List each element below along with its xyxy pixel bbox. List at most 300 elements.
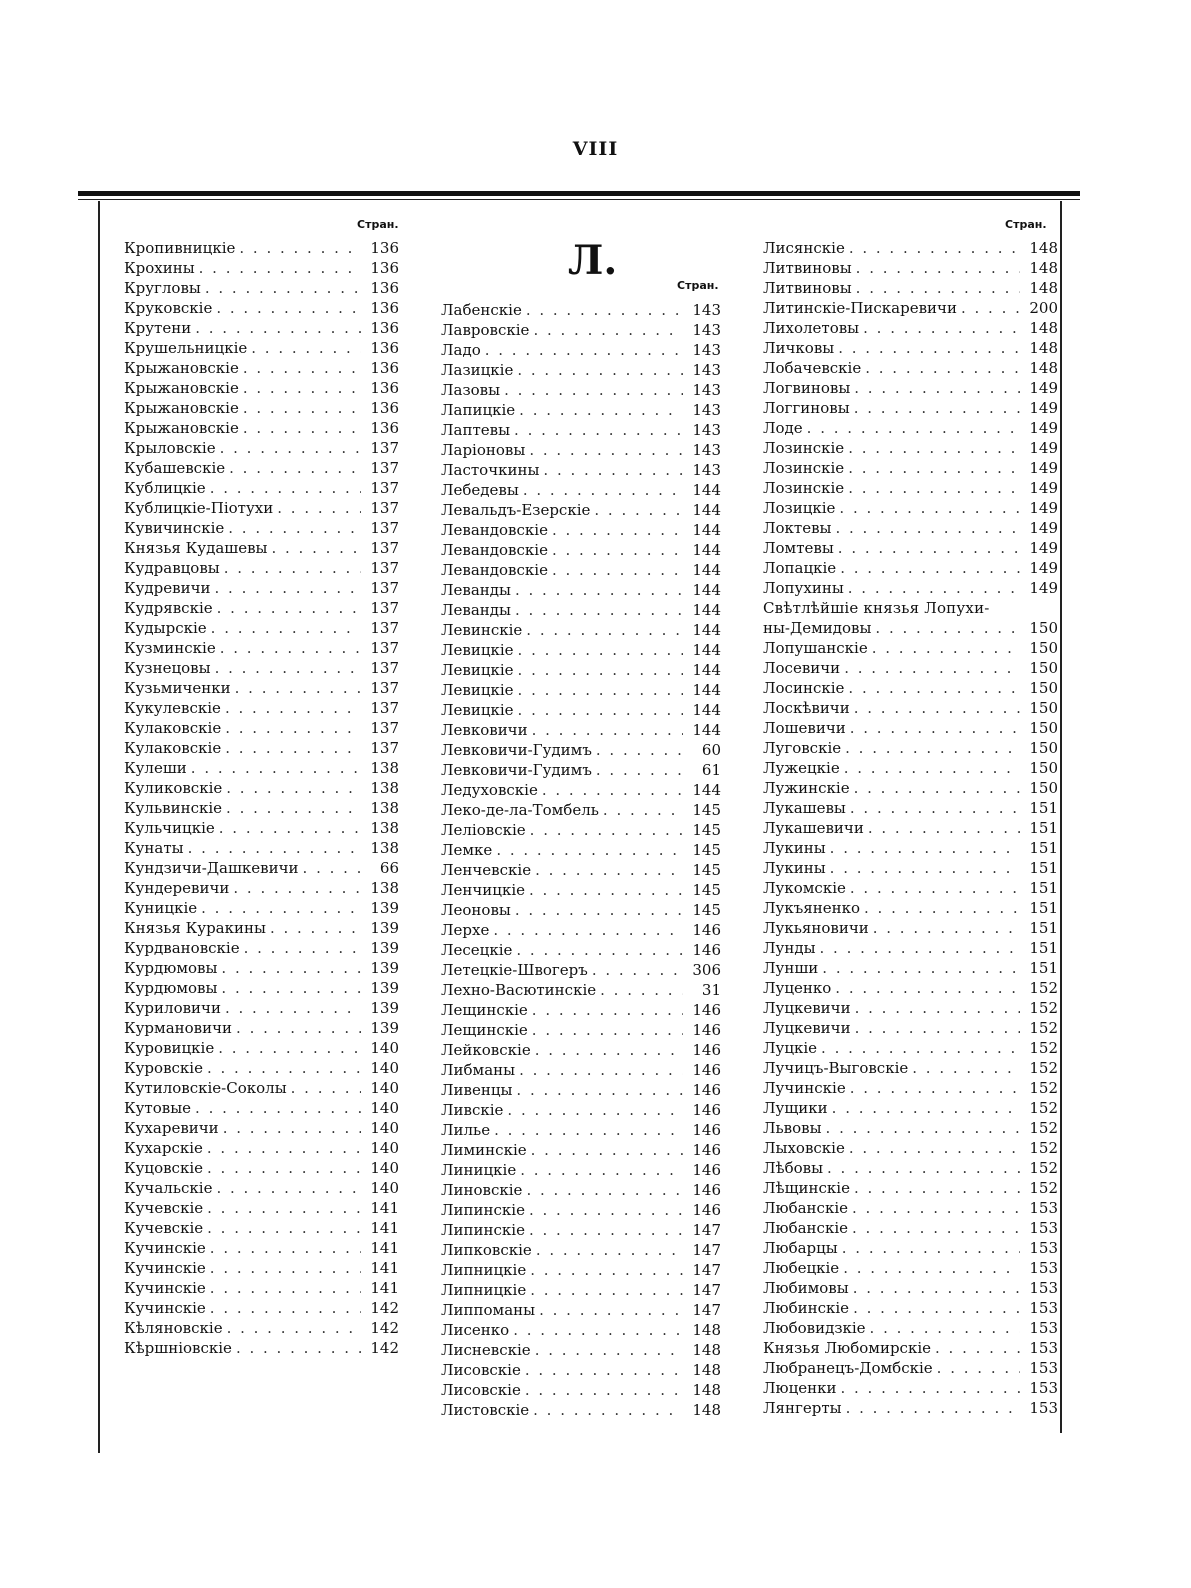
index-entry (124, 358, 399, 378)
entry-name: Кузнецовы (124, 659, 211, 677)
entry-page: 142 (370, 1319, 399, 1337)
index-entry (124, 558, 399, 578)
index-entry (124, 1158, 399, 1178)
leader-dots (832, 1098, 1020, 1118)
index-entry (441, 300, 721, 320)
entry-name: Кувичинскіе (124, 519, 225, 537)
entry-name: Свѣтлѣйшіе князья Лопухи- (763, 599, 990, 617)
entry-name: Кѣляновскіе (124, 1319, 223, 1337)
leader-dots (493, 920, 683, 940)
leader-dots (552, 520, 683, 540)
entry-page: 151 (1029, 799, 1058, 817)
index-entry (124, 718, 399, 738)
leader-dots (216, 298, 361, 318)
leader-dots (838, 338, 1020, 358)
index-entry (441, 1320, 721, 1340)
entry-name: Ломтевы (763, 539, 834, 557)
entry-page: 147 (692, 1301, 721, 1319)
entry-name: Левальдъ-Езерскіе (441, 501, 591, 519)
entry-page: 144 (692, 661, 721, 679)
index-entry (763, 798, 1058, 818)
entry-name: Любовидзкіе (763, 1319, 866, 1337)
index-entry (124, 1138, 399, 1158)
entry-page: 145 (692, 861, 721, 879)
entry-name: Ладо (441, 341, 481, 359)
leader-dots (225, 698, 361, 718)
entry-page: 150 (1029, 759, 1058, 777)
leader-dots (530, 1260, 683, 1280)
entry-name: Левицкіе (441, 701, 514, 719)
index-entry (124, 758, 399, 778)
index-entry (763, 458, 1058, 478)
leader-dots (239, 238, 361, 258)
index-entry (763, 758, 1058, 778)
leader-dots (543, 460, 683, 480)
entry-page: 148 (692, 1341, 721, 1359)
leader-dots (850, 1078, 1020, 1098)
entry-page: 144 (692, 681, 721, 699)
index-entry (441, 900, 721, 920)
leader-dots (840, 558, 1020, 578)
entry-name: Князья Любомирскіе (763, 1339, 932, 1357)
leader-dots (523, 480, 683, 500)
index-entry (441, 640, 721, 660)
index-entry (124, 598, 399, 618)
entry-page: 140 (370, 1179, 399, 1197)
entry-page: 153 (1029, 1199, 1058, 1217)
leader-dots (533, 1400, 683, 1420)
leader-dots (221, 958, 361, 978)
entry-page: 143 (692, 401, 721, 419)
entry-page: 152 (1029, 1059, 1058, 1077)
leader-dots (872, 638, 1020, 658)
index-entry (441, 560, 721, 580)
leader-dots (827, 1158, 1020, 1178)
index-entry (124, 538, 399, 558)
entry-page: 136 (370, 239, 399, 257)
leader-dots (270, 918, 361, 938)
leader-dots (210, 1238, 361, 1258)
entry-name: Левицкіе (441, 661, 514, 679)
index-entry (441, 760, 721, 780)
entry-page: 148 (1029, 279, 1058, 297)
leader-dots (199, 258, 361, 278)
entry-name: Логвиновы (763, 379, 851, 397)
entry-page: 137 (370, 499, 399, 517)
entry-page: 150 (1029, 699, 1058, 717)
entry-page: 138 (370, 759, 399, 777)
entry-name: Лунши (763, 959, 819, 977)
entry-name: Крыжановскіе (124, 379, 239, 397)
entry-page: 147 (692, 1281, 721, 1299)
index-entry (441, 720, 721, 740)
index-entry (763, 778, 1058, 798)
entry-page: 136 (370, 279, 399, 297)
index-entry (763, 538, 1058, 558)
index-entry (441, 1340, 721, 1360)
leader-dots (822, 958, 1020, 978)
index-entry (763, 378, 1058, 398)
entry-name: Лукашевы (763, 799, 846, 817)
leader-dots (850, 798, 1020, 818)
entry-page: 147 (692, 1241, 721, 1259)
entry-name: Круковскіе (124, 299, 213, 317)
leader-dots (519, 400, 683, 420)
leader-dots (518, 680, 683, 700)
index-entry (124, 1258, 399, 1278)
entry-page: 152 (1029, 1099, 1058, 1117)
leader-dots (539, 1300, 683, 1320)
leader-dots (207, 1158, 361, 1178)
entry-page: 149 (1029, 459, 1058, 477)
index-entry (763, 718, 1058, 738)
entry-name: Лосевичи (763, 659, 841, 677)
index-entry (441, 1300, 721, 1320)
entry-page: 144 (692, 701, 721, 719)
index-entry (763, 598, 1058, 618)
entry-page: 148 (1029, 339, 1058, 357)
entry-name: Любинскіе (763, 1299, 850, 1317)
index-entry (763, 418, 1058, 438)
entry-name: Летецкіе-Швогеръ (441, 961, 588, 979)
entry-name: Крыжановскіе (124, 359, 239, 377)
entry-name: Линовскіе (441, 1181, 523, 1199)
entry-name: Кузминскіе (124, 639, 216, 657)
index-entry (441, 920, 721, 940)
entry-page: 141 (370, 1219, 399, 1237)
entry-name: Курмановичи (124, 1019, 233, 1037)
entry-page: 137 (370, 519, 399, 537)
index-entry (124, 998, 399, 1018)
entry-page: 149 (1029, 419, 1058, 437)
entry-name: Литвиновы (763, 279, 852, 297)
index-entry (124, 1098, 399, 1118)
entry-page: 143 (692, 341, 721, 359)
leader-dots (518, 640, 683, 660)
index-entry (441, 960, 721, 980)
page-number: VIII (572, 138, 619, 160)
entry-name: Лесецкіе (441, 941, 513, 959)
index-entry (763, 1358, 1058, 1378)
entry-page: 143 (692, 301, 721, 319)
leader-dots (195, 318, 361, 338)
entry-page: 151 (1029, 899, 1058, 917)
leader-dots (875, 618, 1020, 638)
entry-page: 153 (1029, 1259, 1058, 1277)
index-entry (124, 958, 399, 978)
entry-name: Лаптевы (441, 421, 511, 439)
leader-dots (525, 1360, 683, 1380)
entry-name: Любецкіе (763, 1259, 840, 1277)
entry-name: Кудревичи (124, 579, 211, 597)
entry-page: 137 (370, 679, 399, 697)
index-entry (763, 1078, 1058, 1098)
entry-name: Лопухины (763, 579, 844, 597)
index-entry (441, 440, 721, 460)
entry-name: Львовы (763, 1119, 822, 1137)
entry-name: Леоновы (441, 901, 511, 919)
entry-page: 137 (370, 699, 399, 717)
leader-dots (830, 858, 1020, 878)
entry-name: Лозинскіе (763, 479, 845, 497)
header-rule-thick (78, 191, 1080, 196)
leader-dots (496, 840, 683, 860)
entry-name: Кулаковскіе (124, 739, 222, 757)
entry-name: Князья Кудашевы (124, 539, 268, 557)
entry-name: Леко-де-ла-Томбель (441, 801, 599, 819)
entry-page: 139 (370, 959, 399, 977)
entry-page: 144 (692, 581, 721, 599)
entry-name: Левицкіе (441, 641, 514, 659)
entry-page: 137 (370, 599, 399, 617)
entry-name: Любанскіе (763, 1219, 848, 1237)
index-entry (124, 278, 399, 298)
index-entry (763, 1098, 1058, 1118)
leader-dots (217, 598, 361, 618)
entry-name: Лиминскіе (441, 1141, 527, 1159)
entry-page: 152 (1029, 1079, 1058, 1097)
entry-page: 144 (692, 481, 721, 499)
leader-dots (277, 498, 361, 518)
leader-dots (516, 940, 683, 960)
leader-dots (596, 760, 683, 780)
leader-dots (519, 1060, 683, 1080)
index-entry (124, 338, 399, 358)
index-entry (441, 540, 721, 560)
leader-dots (848, 678, 1020, 698)
entry-page: 149 (1029, 479, 1058, 497)
entry-name: Лущики (763, 1099, 828, 1117)
entry-page: 148 (1029, 259, 1058, 277)
index-entry (763, 1338, 1058, 1358)
entry-name: Лозицкіе (763, 499, 836, 517)
entry-name: Лукьяновичи (763, 919, 869, 937)
entry-page: 144 (692, 721, 721, 739)
entry-name: Кучевскіе (124, 1219, 204, 1237)
index-entry (441, 680, 721, 700)
leader-dots (807, 418, 1020, 438)
right-border-line (1060, 201, 1062, 1433)
index-entry (763, 1038, 1058, 1058)
entry-page: 138 (370, 839, 399, 857)
index-entry (763, 258, 1058, 278)
entry-name: Куцовскіе (124, 1159, 204, 1177)
entry-name: Луговскіе (763, 739, 842, 757)
index-entry (441, 520, 721, 540)
entry-name: Крыжановскіе (124, 419, 239, 437)
entry-page: 143 (692, 441, 721, 459)
leader-dots (592, 960, 683, 980)
leader-dots (225, 718, 361, 738)
entry-page: 150 (1029, 719, 1058, 737)
leader-dots (520, 1160, 683, 1180)
leader-dots (937, 1358, 1020, 1378)
entry-page: 151 (1029, 879, 1058, 897)
leader-dots (223, 1118, 361, 1138)
entry-name: Курдвановскіе (124, 939, 240, 957)
entry-page: 148 (1029, 319, 1058, 337)
entry-name: Крутени (124, 319, 192, 337)
leader-dots (838, 538, 1020, 558)
entry-page: 143 (692, 421, 721, 439)
leader-dots (243, 398, 361, 418)
entry-page: 149 (1029, 499, 1058, 517)
index-entry (441, 480, 721, 500)
index-entry (124, 458, 399, 478)
entry-page: 151 (1029, 859, 1058, 877)
entry-page: 200 (1029, 299, 1058, 317)
index-entry (763, 838, 1058, 858)
leader-dots (552, 540, 683, 560)
index-entry (124, 318, 399, 338)
entry-page: 148 (1029, 359, 1058, 377)
entry-name: Кунаты (124, 839, 184, 857)
index-entry (763, 338, 1058, 358)
leader-dots (236, 1338, 361, 1358)
index-entry (763, 398, 1058, 418)
entry-page: 60 (701, 741, 721, 759)
leader-dots (935, 1338, 1020, 1358)
leader-dots (852, 1198, 1020, 1218)
entry-name: Леліовскіе (441, 821, 526, 839)
index-entry (763, 918, 1058, 938)
entry-page: 146 (692, 1081, 721, 1099)
entry-name: Лукашевичи (763, 819, 864, 837)
entry-name: Левандовскіе (441, 541, 548, 559)
leader-dots (526, 300, 683, 320)
leader-dots (513, 1320, 683, 1340)
entry-name: Курдюмовы (124, 979, 218, 997)
entry-page: 137 (370, 739, 399, 757)
leader-dots (243, 418, 361, 438)
entry-name: Лихолетовы (763, 319, 860, 337)
entry-page: 144 (692, 781, 721, 799)
entry-page: 144 (692, 601, 721, 619)
entry-name: Лопацкіе (763, 559, 837, 577)
entry-name: Кудрявскіе (124, 599, 213, 617)
entry-name: Кутиловскіе-Соколы (124, 1079, 287, 1097)
entry-page: 140 (370, 1099, 399, 1117)
entry-page: 139 (370, 899, 399, 917)
column-header-2: Стран. (677, 279, 719, 292)
entry-page: 149 (1029, 399, 1058, 417)
entry-name: Кучинскіе (124, 1259, 206, 1277)
entry-page: 139 (370, 939, 399, 957)
entry-name: Липницкіе (441, 1261, 527, 1279)
index-entry (763, 858, 1058, 878)
index-entry (441, 360, 721, 380)
leader-dots (235, 678, 361, 698)
index-entry (124, 1118, 399, 1138)
leader-dots (529, 1200, 683, 1220)
entry-name: Луценко (763, 979, 832, 997)
entry-name: Лабенскіе (441, 301, 522, 319)
entry-name: Левковичи (441, 721, 528, 739)
leader-dots (227, 1318, 361, 1338)
index-entry (763, 278, 1058, 298)
entry-page: 140 (370, 1159, 399, 1177)
leader-dots (839, 498, 1020, 518)
entry-page: 148 (692, 1361, 721, 1379)
index-entry (124, 1178, 399, 1198)
entry-name: Липинскіе (441, 1221, 525, 1239)
entry-page: 146 (692, 921, 721, 939)
leader-dots (516, 1080, 683, 1100)
leader-dots (856, 258, 1020, 278)
index-entry (124, 878, 399, 898)
index-entry (763, 298, 1058, 318)
entry-name: Кублицкіе (124, 479, 206, 497)
entry-name: Лыховскіе (763, 1139, 845, 1157)
entry-name: Лейковскіе (441, 1041, 531, 1059)
entry-name: Лазицкіе (441, 361, 514, 379)
entry-name: Кульчицкіе (124, 819, 215, 837)
entry-page: 31 (701, 981, 721, 999)
index-entry (441, 1080, 721, 1100)
entry-page: 136 (370, 359, 399, 377)
entry-name: Луцкевичи (763, 999, 851, 1017)
entry-page: 150 (1029, 779, 1058, 797)
index-entry (441, 420, 721, 440)
leader-dots (853, 1298, 1020, 1318)
leader-dots (844, 758, 1020, 778)
entry-page: 140 (370, 1039, 399, 1057)
index-entry (763, 898, 1058, 918)
entry-name: Куриловичи (124, 999, 221, 1017)
entry-page: 143 (692, 321, 721, 339)
index-entry (124, 818, 399, 838)
leader-dots (251, 338, 361, 358)
leader-dots (243, 378, 361, 398)
index-entry (441, 840, 721, 860)
index-entry (441, 1020, 721, 1040)
leader-dots (835, 978, 1020, 998)
index-entry (441, 500, 721, 520)
index-entry (124, 258, 399, 278)
entry-name: Крыжановскіе (124, 399, 239, 417)
entry-name: Кучевскіе (124, 1199, 204, 1217)
entry-page: 150 (1029, 679, 1058, 697)
column-header-3: Стран. (1005, 218, 1047, 231)
entry-name: Кульвинскіе (124, 799, 223, 817)
leader-dots (820, 938, 1020, 958)
entry-name: Кукулевскіе (124, 699, 221, 717)
entry-name: Лучицъ-Выговскіе (763, 1059, 909, 1077)
entry-name: Кропивницкіе (124, 239, 236, 257)
entry-page: 153 (1029, 1379, 1058, 1397)
index-entry (124, 638, 399, 658)
entry-name: Лунды (763, 939, 816, 957)
entry-page: 142 (370, 1339, 399, 1357)
entry-name: Лазовы (441, 381, 501, 399)
entry-name: Левинскіе (441, 621, 523, 639)
entry-name: Крохины (124, 259, 195, 277)
index-entry (124, 898, 399, 918)
entry-name: Кундзичи-Дашкевичи (124, 859, 299, 877)
index-entry (441, 1120, 721, 1140)
leader-dots (532, 1020, 683, 1040)
entry-page: 149 (1029, 439, 1058, 457)
index-entry (763, 1298, 1058, 1318)
leader-dots (848, 478, 1020, 498)
entry-name: Кудравцовы (124, 559, 220, 577)
index-entry (763, 1178, 1058, 1198)
entry-name: Куницкіе (124, 899, 198, 917)
index-entry (441, 700, 721, 720)
leader-dots (225, 738, 361, 758)
entry-name: Кундеревичи (124, 879, 230, 897)
entry-name: Лавровскіе (441, 321, 530, 339)
